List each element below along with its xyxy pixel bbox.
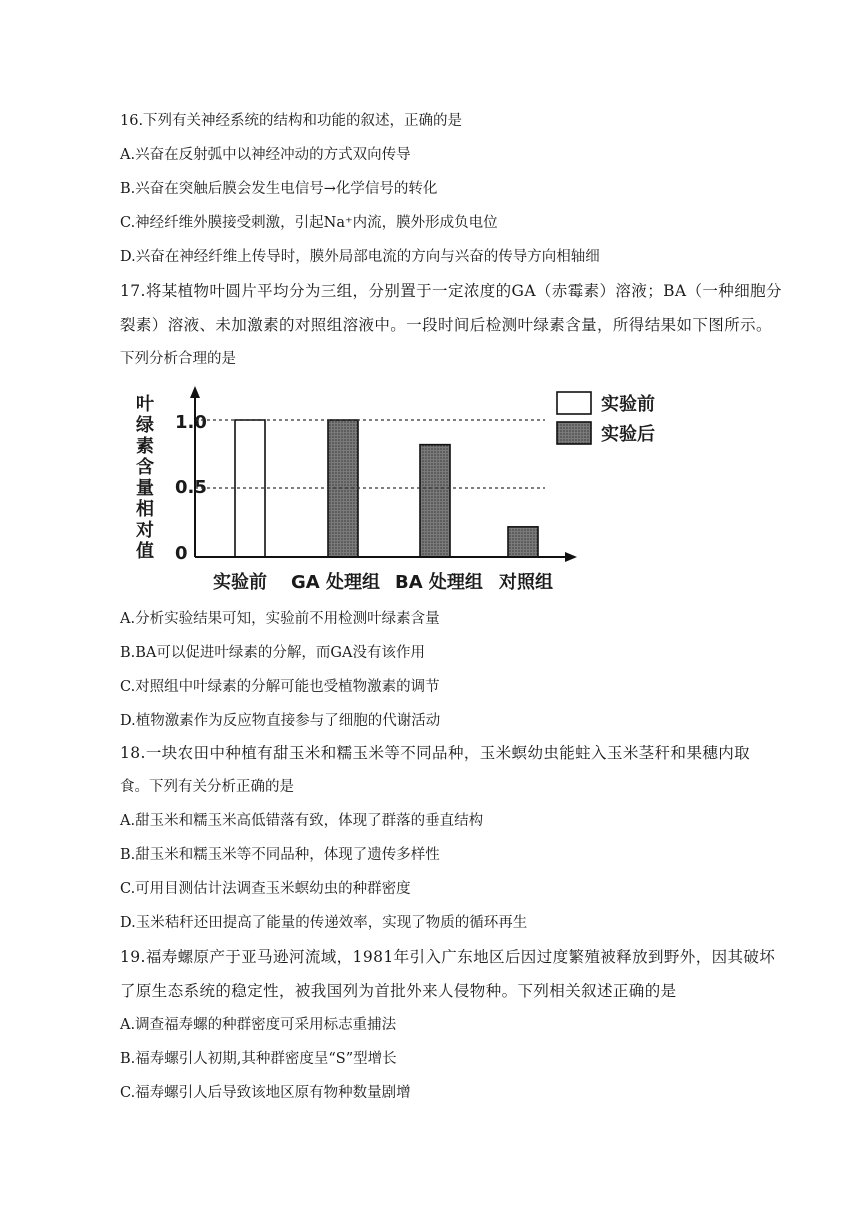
y-tick-label-0-5: 0.5	[175, 477, 207, 498]
q16-option-d: D.兴奋在神经纤维上传导时，膜外局部电流的方向与兴奋的传导方向相轴细	[120, 249, 600, 265]
q17-option-b: B.BA可以促进叶绿素的分解，而GA没有该作用	[120, 645, 425, 661]
bar-ba	[420, 445, 450, 557]
legend-swatch-before	[557, 392, 591, 414]
legend-swatch-after	[557, 422, 591, 444]
q19-option-c: C.福寿螺引人后导致该地区原有物种数量剧增	[120, 1085, 411, 1101]
q18-option-a: A.甜玉米和糯玉米高低错落有致，体现了群落的垂直结构	[120, 813, 484, 829]
y-axis-label-char: 素	[136, 436, 154, 457]
q17-stem-line-3: 下列分析合理的是	[120, 351, 236, 367]
x-tick-label-before: 实验前	[213, 572, 267, 593]
q17-option-c: C.对照组中叶绿素的分解可能也受植物激素的调节	[120, 679, 440, 695]
chlorophyll-chart	[125, 382, 725, 597]
x-axis-arrow	[565, 552, 577, 562]
q18-stem-line-1: 18.一块农田中种植有甜玉米和糯玉米等不同品种，玉米螟幼虫能蛀入玉米茎秆和果穗内取	[120, 744, 751, 762]
q17-option-d: D.植物激素作为反应物直接参与了细胞的代谢活动	[120, 713, 441, 729]
q18-option-c: C.可用目测估计法调查玉米螟幼虫的种群密度	[120, 881, 411, 897]
legend-label-before: 实验前	[601, 394, 655, 415]
y-tick-label-1: 1.0	[175, 412, 207, 433]
q18-option-b: B.甜玉米和糯玉米等不同品种，体现了遗传多样性	[120, 847, 440, 863]
q18-option-d: D.玉米秸秆还田提高了能量的传递效率，实现了物质的循环再生	[120, 915, 528, 931]
q19-option-a: A.调查福寿螺的种群密度可采用标志重捕法	[120, 1017, 397, 1033]
y-axis-label-char: 叶	[136, 394, 154, 415]
bar-control	[508, 527, 538, 557]
x-tick-label-ga: GA 处理组	[291, 572, 380, 593]
q16-option-b: B.兴奋在突触后膜会发生电信号→化学信号的转化	[120, 181, 438, 197]
q16-option-a: A.兴奋在反射弧中以神经冲动的方式双向传导	[120, 147, 411, 163]
q19-stem-line-1: 19.福寿螺原产于亚马逊河流域，1981年引入广东地区后因过度繁殖被释放到野外，因其破坏	[120, 948, 776, 966]
q17-stem-line-1: 17.将某植物叶圆片平均分为三组，分别置于一定浓度的GA（赤霉素）溶液；BA（一种细胞分	[120, 282, 782, 300]
q17-stem-line-2: 裂素）溶液、未加激素的对照组溶液中。一段时间后检测叶绿素含量，所得结果如下图所示。	[120, 316, 772, 334]
y-axis-label-char: 相	[136, 499, 154, 520]
q19-option-b: B.福寿螺引人初期,其种群密度呈“S”型增长	[120, 1051, 397, 1067]
y-axis-label-char: 值	[136, 541, 154, 562]
legend-label-after: 实验后	[601, 424, 655, 445]
q18-stem-line-2: 食。下列有关分析正确的是	[120, 779, 294, 795]
q17-option-a: A.分析实验结果可知，实验前不用检测叶绿素含量	[120, 611, 440, 627]
y-axis-label-char: 含	[136, 457, 154, 478]
y-axis-label-char: 绿	[136, 415, 154, 436]
y-axis-label-char: 量	[136, 478, 154, 499]
x-tick-label-control: 对照组	[499, 572, 553, 593]
y-tick-label-0: 0	[175, 543, 188, 564]
q16-option-c: C.神经纤维外膜接受刺激，引起Na⁺内流，膜外形成负电位	[120, 215, 498, 231]
x-tick-label-ba: BA 处理组	[395, 572, 483, 593]
q19-stem-line-2: 了原生态系统的稳定性，被我国列为首批外来人侵物种。下列相关叙述正确的是	[120, 982, 677, 1000]
y-axis-label-char: 对	[136, 520, 154, 541]
y-axis-arrow	[190, 386, 200, 398]
q16-stem: 16.下列有关神经系统的结构和功能的叙述，正确的是	[120, 113, 463, 129]
